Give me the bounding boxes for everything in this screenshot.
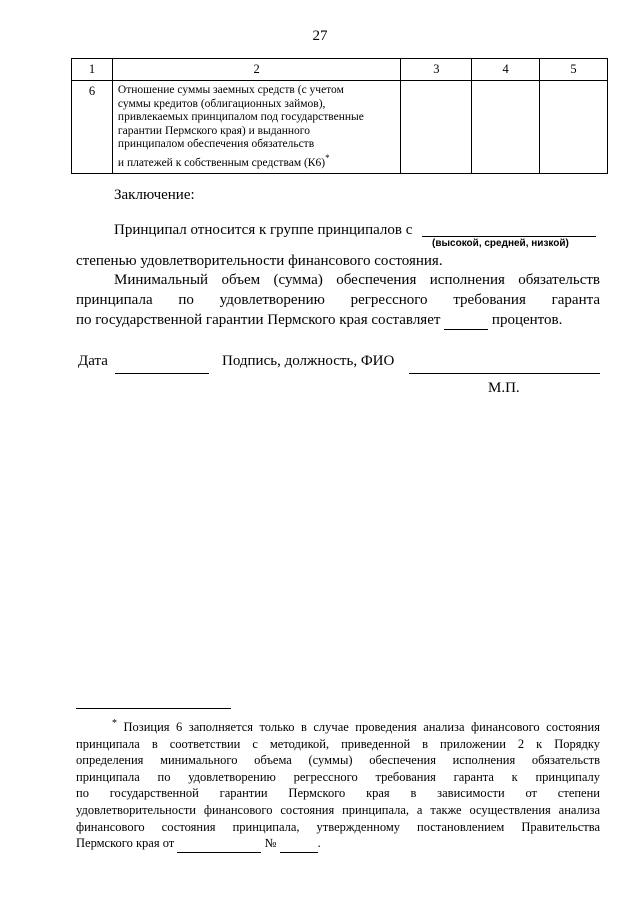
footnote-line: определения минимального объема (суммы) обеспечения исполнения обязательств — [76, 753, 600, 768]
signature-line — [409, 372, 600, 374]
footnote-line: принципала по удовлетворению регрессного требования гаранта к принципалу — [76, 769, 600, 784]
footnote-divider — [76, 708, 231, 709]
indicator-line: привлекаемых принципалом под государственные — [117, 111, 364, 123]
indicator-table — [71, 58, 608, 174]
min-line-2: принципала по удовлетворению регрессного требования гаранта — [76, 292, 600, 308]
group-continuation: степенью удовлетворительности финансового состояния. — [76, 253, 443, 269]
indicator-line: гарантии Пермского края) и выданного — [117, 124, 310, 137]
min-line-3 — [76, 312, 600, 330]
footnote-line: удовлетворительности финансового состояния принципала, а также осуществления анализа — [76, 802, 600, 817]
empty-cell — [472, 81, 540, 174]
indicator-line: принципалом обеспечения обязательств — [117, 138, 315, 150]
table-header-cell: 1 — [72, 59, 113, 81]
footnote-line: * Позиция 6 заполняется только в случае проведения анализа финансового состояния — [112, 718, 601, 734]
decree-number-blank — [280, 835, 318, 853]
empty-cell — [401, 81, 472, 174]
footnote — [76, 716, 600, 853]
decree-date-blank — [177, 835, 261, 853]
empty-cell — [540, 81, 608, 174]
page-number: 27 — [312, 28, 328, 44]
indicator-description — [112, 81, 400, 174]
footnote-line: Пермского края от № . — [76, 835, 600, 853]
table-header-cell: 4 — [472, 59, 540, 81]
footnote-line: по государственной гарантии Пермского края в зависимости от степени — [76, 786, 600, 801]
table-header-cell: 3 — [401, 59, 472, 81]
table-header-cell: 5 — [540, 59, 608, 81]
date-line — [115, 372, 209, 374]
indicator-line: Отношение суммы заемных средств (с учетом — [117, 84, 344, 96]
group-blank-line — [422, 235, 596, 237]
signature-label: Подпись, должность, ФИО — [222, 353, 395, 369]
table-row — [72, 81, 608, 174]
footnote-star: * — [112, 718, 117, 729]
min-line-3-prefix: по государственной гарантии Пермского края составляет — [76, 312, 441, 328]
percent-blank — [444, 312, 488, 330]
indicator-line: суммы кредитов (облигационных займов), — [117, 97, 326, 110]
table-header-cell: 2 — [112, 59, 400, 81]
indicator-line: и платежей к собственным средствам (К6) — [117, 156, 326, 169]
group-prefix: Принципал относится к группе принципалов с — [114, 222, 413, 238]
min-line-1: Минимальный объем (сумма) обеспечения исполнения обязательств — [114, 272, 600, 288]
table-header-row — [72, 59, 608, 81]
footnote-line: принципала в соответствии с методикой, приведенной в приложении 2 к Порядку — [76, 736, 600, 751]
footnote-marker: * — [325, 152, 330, 163]
seal-label: М.П. — [488, 380, 520, 396]
footnote-line: финансового состояния принципала, утвержденному постановлением Правительства — [76, 819, 600, 834]
row-number: 6 — [72, 81, 113, 174]
group-hint: (высокой, средней, низкой) — [432, 238, 569, 249]
min-line-3-suffix: процентов. — [491, 312, 563, 328]
conclusion-heading: Заключение: — [114, 187, 195, 203]
date-label: Дата — [78, 353, 108, 369]
